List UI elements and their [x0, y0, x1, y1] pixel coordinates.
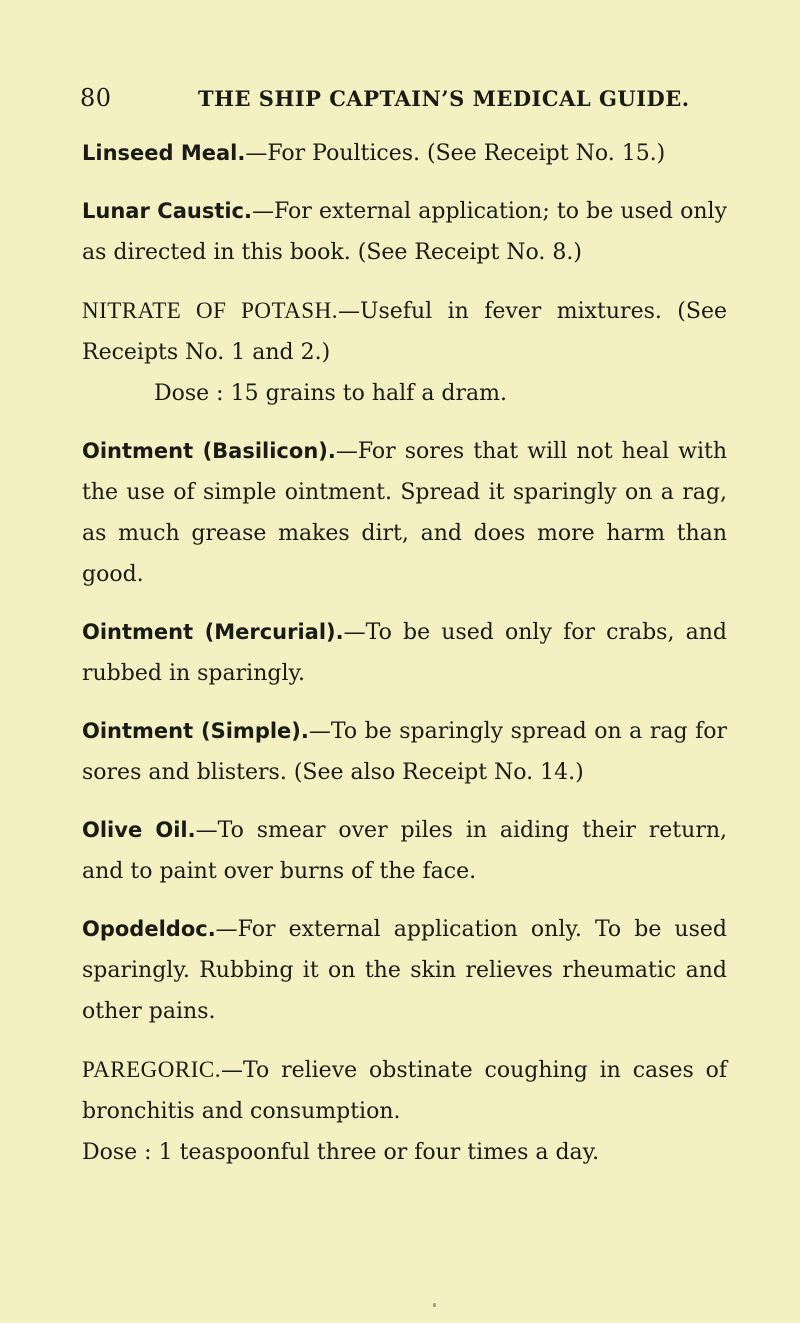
entry-text: —To be used only for crabs, and rubbed in sparingly. [82, 620, 727, 686]
entry-ointment-mercurial [82, 612, 727, 694]
ink-speck [433, 1303, 436, 1307]
entry-paregoric [82, 1049, 727, 1173]
entry-nitrate-of-potash [82, 290, 727, 414]
entry-term: Ointment (Basilicon). [82, 439, 336, 463]
entry-opodeldoc [82, 909, 727, 1032]
entry-text: —To relieve obstinate coughing in cases of bronchitis and consumption. [82, 1058, 727, 1124]
entry-text: —For external application; to be used only as directed in this book. (See Receipt No. 8.) [82, 199, 727, 265]
entry-term: NITRATE OF POTASH. [82, 298, 338, 323]
entry-text: —For sores that will not heal with the use of simple ointment. Spread it sparingly on a rag, as much grease makes dirt, and does more harm than good. [82, 439, 727, 587]
entry-text: —For Poultices. (See Receipt No. 15.) [245, 141, 666, 166]
entry-linseed-meal [82, 133, 727, 174]
page-number: 80 [80, 84, 112, 112]
entry-term: Linseed Meal. [82, 141, 246, 165]
entry-dose: Dose : 15 grains to half a dram. [154, 381, 507, 406]
entry-text: —To be sparingly spread on a rag for sores and blisters. (See also Receipt No. 14.) [82, 719, 727, 785]
entry-dose: Dose : 1 teaspoonful three or four times a day. [82, 1140, 600, 1165]
running-head: THE SHIP CAPTAIN’S MEDICAL GUIDE. [198, 86, 690, 111]
page-header [80, 80, 720, 120]
entry-lunar-caustic [82, 191, 727, 273]
entry-term: PAREGORIC. [82, 1057, 221, 1082]
entry-text: —For external application only. To be used sparingly. Rubbing it on the skin relieves rheumatic and other pains. [82, 917, 727, 1024]
entry-term: Ointment (Simple). [82, 719, 309, 743]
entry-term: Ointment (Mercurial). [82, 620, 344, 644]
entry-olive-oil [82, 810, 727, 892]
entry-ointment-simple [82, 711, 727, 793]
entry-term: Opodeldoc. [82, 917, 216, 941]
entry-text: —To smear over piles in aiding their return, and to paint over burns of the face. [82, 818, 727, 884]
entry-list [82, 133, 727, 1190]
entry-term: Olive Oil. [82, 818, 196, 842]
entry-text: —Useful in fever mixtures. (See Receipts No. 1 and 2.) [82, 299, 727, 365]
entry-term: Lunar Caustic. [82, 199, 252, 223]
entry-ointment-basilicon [82, 431, 727, 595]
